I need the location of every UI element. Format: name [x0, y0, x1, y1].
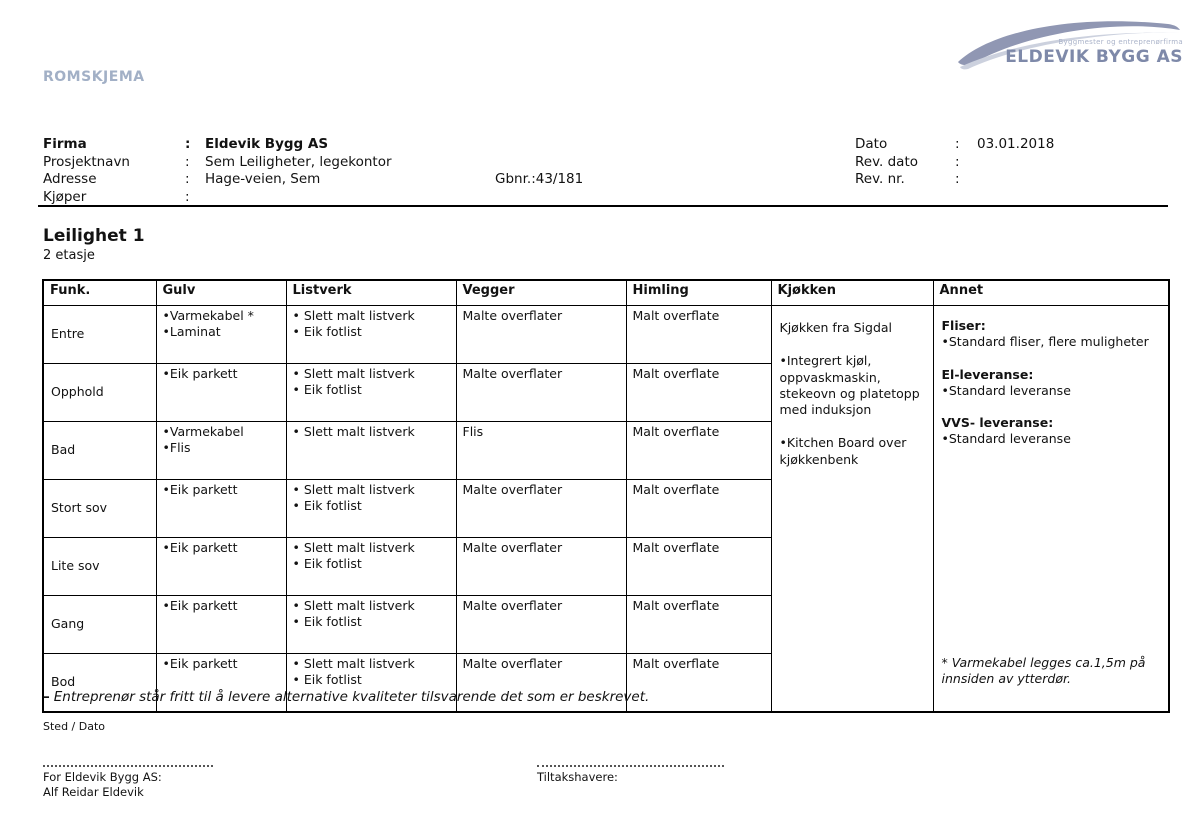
info-colon: : [955, 153, 960, 170]
signature-owner-label: Tiltakshavere: [537, 770, 618, 784]
disclaimer-dash: – [43, 689, 50, 705]
cell-vegger: Malte overflater [456, 306, 626, 364]
cell-himling: Malt overflate [626, 480, 771, 538]
cell-gulv: •Eik parkett [156, 654, 286, 713]
info-row-dato [855, 136, 1054, 154]
info-label: Firma [43, 136, 87, 152]
cell-vegger: Malte overflater [456, 480, 626, 538]
cell-listverk: • Slett malt listverk • Eik fotlist [286, 306, 456, 364]
room-schema-table [42, 279, 1170, 713]
info-row-rev-dato [855, 154, 1054, 172]
info-label: Kjøper [43, 188, 87, 205]
kjokken-item: •Integrert kjøl, oppvaskmaskin, stekeovn og platetopp med induksjon [779, 353, 920, 417]
header-divider [38, 205, 1168, 207]
cell-vegger: Flis [456, 422, 626, 480]
info-colon: : [185, 153, 190, 170]
table-row [43, 306, 1169, 364]
info-label: Adresse [43, 171, 97, 187]
col-header-gulv: Gulv [156, 280, 286, 306]
info-value: Sem Leiligheter, legekontor [205, 153, 392, 170]
signature-for-label: For Eldevik Bygg AS: [43, 770, 162, 784]
cell-annet-merged [933, 306, 1169, 713]
cell-vegger: Malte overflater [456, 654, 626, 713]
col-header-vegger: Vegger [456, 280, 626, 306]
info-colon: : [185, 171, 190, 187]
cell-funk: Lite sov [43, 538, 156, 596]
info-value: Eldevik Bygg AS [205, 136, 329, 152]
cell-funk: Bod [43, 654, 156, 713]
cell-funk: Entre [43, 306, 156, 364]
company-logo [950, 10, 1185, 75]
info-value [977, 171, 1054, 189]
revision-info-block [855, 136, 1054, 189]
cell-gulv: •Eik parkett [156, 480, 286, 538]
info-extra [495, 154, 583, 172]
info-value [977, 154, 1054, 172]
signature-name: Alf Reidar Eldevik [43, 785, 144, 799]
info-label: Prosjektnavn [43, 153, 130, 170]
cell-kjokken-merged [771, 306, 933, 713]
cell-himling: Malt overflate [626, 306, 771, 364]
table-header-row [43, 280, 1169, 306]
signature-line [43, 757, 213, 767]
annet-section-vvs: VVS- leveranse: •Standard leveranse [941, 415, 1071, 447]
info-row-kjoper [43, 189, 583, 207]
disclaimer-text: – Entreprenør står fritt til å levere alternative kvaliteter tilsvarende det som er beskrevet. [43, 689, 650, 705]
info-row-firma [43, 136, 583, 154]
cell-gulv: •Varmekabel * •Laminat [156, 306, 286, 364]
cell-gulv: •Eik parkett [156, 596, 286, 654]
page-title: ROMSKJEMA [43, 69, 145, 85]
kjokken-item: •Kitchen Board over kjøkkenbenk [779, 435, 907, 467]
info-colon: : [185, 136, 191, 152]
signature-line [537, 757, 724, 767]
info-row-adresse [43, 171, 583, 189]
cell-funk: Bad [43, 422, 156, 480]
sted-dato-label: Sted / Dato [43, 720, 105, 733]
cell-listverk: • Slett malt listverk • Eik fotlist [286, 538, 456, 596]
info-gbnr: Gbnr.:43/181 [495, 171, 584, 187]
col-header-himling: Himling [626, 280, 771, 306]
cell-vegger: Malte overflater [456, 538, 626, 596]
apartment-title: Leilighet 1 [43, 226, 145, 246]
info-extra [495, 136, 583, 154]
cell-gulv: •Eik parkett [156, 364, 286, 422]
info-extra [495, 189, 583, 207]
cell-funk: Gang [43, 596, 156, 654]
info-row-rev-nr [855, 171, 1054, 189]
cell-listverk: • Slett malt listverk [286, 422, 456, 480]
cell-gulv: •Eik parkett [156, 538, 286, 596]
annet-section-fliser: Fliser: •Standard fliser, flere muligheter [941, 318, 1149, 350]
cell-vegger: Malte overflater [456, 364, 626, 422]
cell-listverk: • Slett malt listverk • Eik fotlist [286, 596, 456, 654]
info-colon: : [955, 171, 960, 187]
info-label: Rev. nr. [855, 171, 905, 187]
cell-listverk: • Slett malt listverk • Eik fotlist [286, 480, 456, 538]
info-colon: : [955, 136, 960, 152]
cell-himling: Malt overflate [626, 654, 771, 713]
floor-subtitle: 2 etasje [43, 248, 95, 263]
signature-block-company [43, 757, 213, 800]
col-header-annet: Annet [933, 280, 1169, 306]
cell-funk: Stort sov [43, 480, 156, 538]
cell-vegger: Malte overflater [456, 596, 626, 654]
info-value: Hage-veien, Sem [205, 171, 321, 187]
info-value [205, 189, 495, 207]
info-label: Rev. dato [855, 153, 918, 170]
cell-himling: Malt overflate [626, 538, 771, 596]
annet-section-el: El-leveranse: •Standard leveranse [941, 366, 1071, 398]
cell-listverk: • Slett malt listverk • Eik fotlist [286, 364, 456, 422]
info-label: Dato [855, 136, 888, 152]
cell-himling: Malt overflate [626, 422, 771, 480]
kjokken-intro: Kjøkken fra Sigdal [779, 320, 893, 335]
col-header-listverk: Listverk [286, 280, 456, 306]
project-info-block [43, 136, 583, 206]
logo-tagline: Byggmester og entreprenørfirma [1058, 38, 1183, 46]
col-header-funk: Funk. [43, 280, 156, 306]
signature-block-owner [537, 757, 724, 785]
cell-himling: Malt overflate [626, 596, 771, 654]
info-row-prosjektnavn [43, 154, 583, 172]
col-header-kjokken: Kjøkken [771, 280, 933, 306]
cell-funk: Opphold [43, 364, 156, 422]
cell-himling: Malt overflate [626, 364, 771, 422]
cell-listverk: • Slett malt listverk • Eik fotlist [286, 654, 456, 713]
cell-gulv: •Varmekabel •Flis [156, 422, 286, 480]
info-colon: : [185, 188, 190, 205]
info-value: 03.01.2018 [977, 136, 1055, 152]
logo-company-name: ELDEVIK BYGG AS [1005, 47, 1183, 67]
varmekabel-footnote: * Varmekabel legges ca.1,5m på innsiden av ytterdør. [941, 654, 1146, 686]
